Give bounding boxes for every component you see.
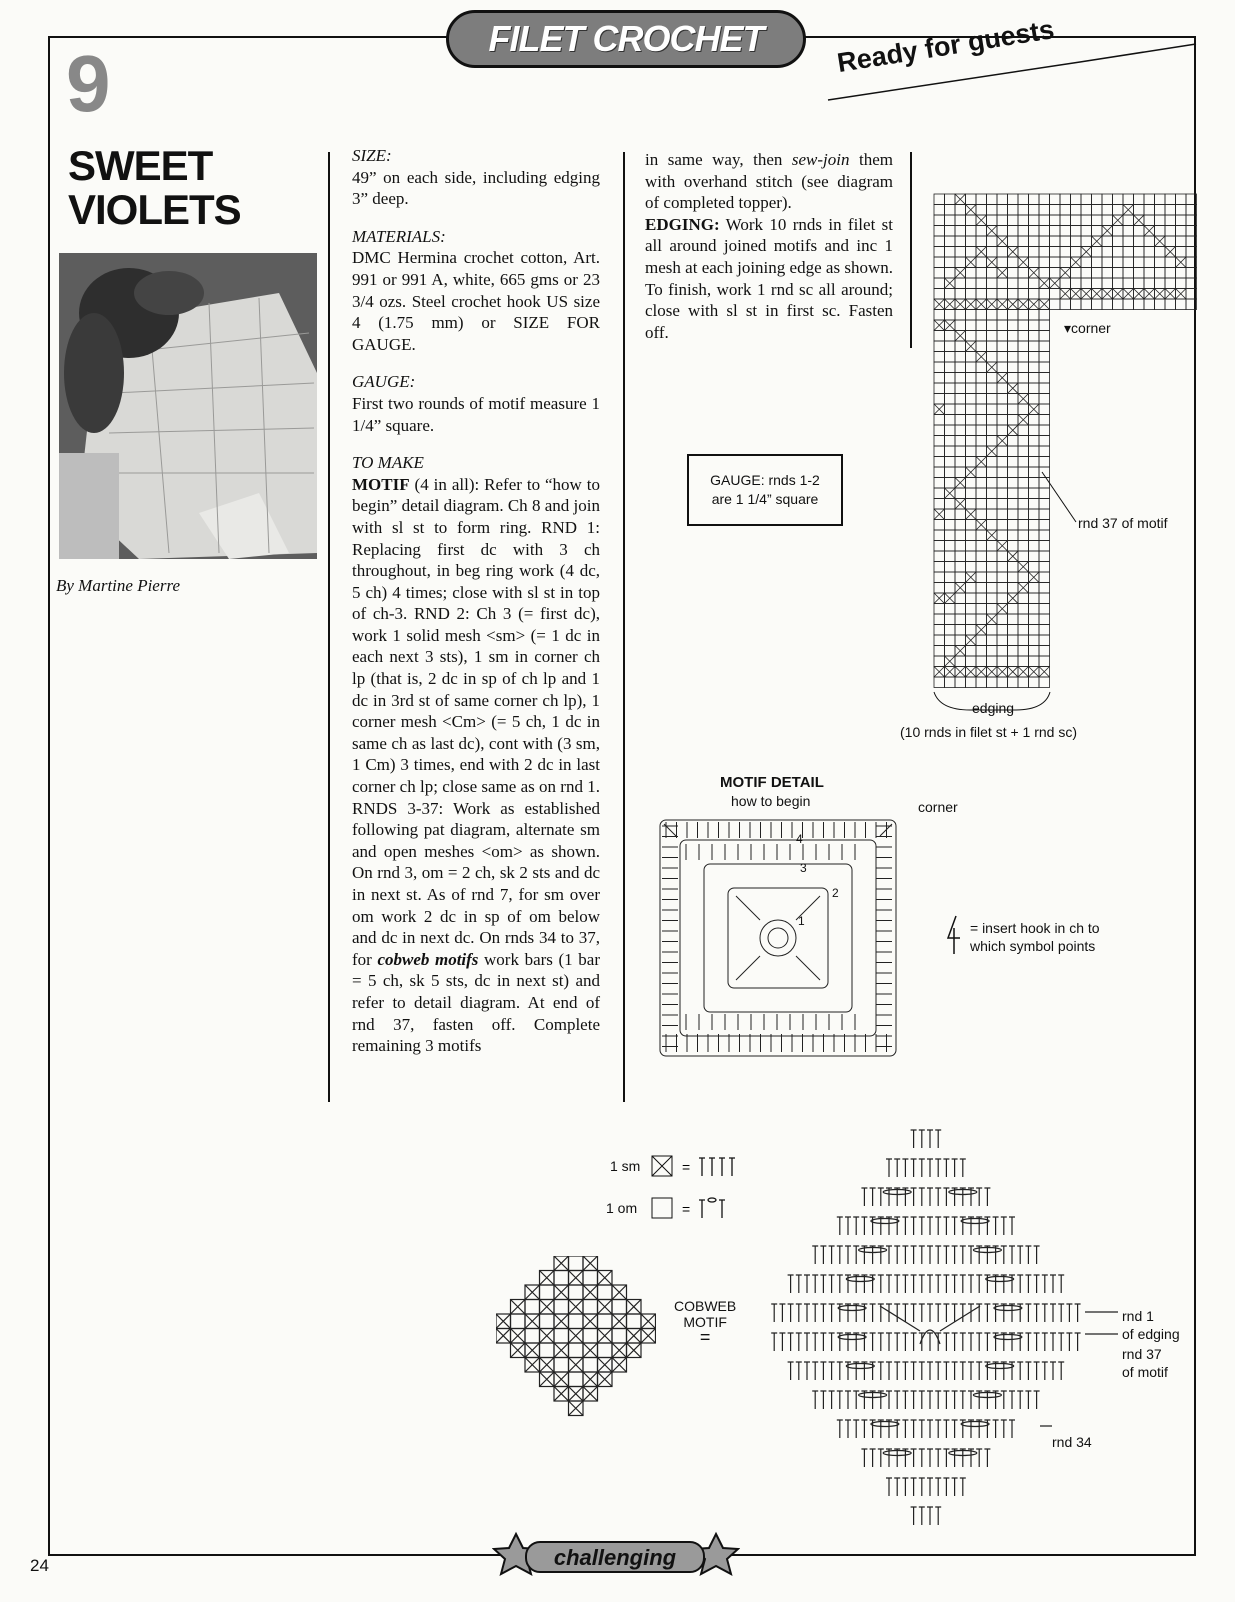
motif-label: MOTIF — [352, 474, 410, 494]
symbol-note-1: = insert hook in ch to — [970, 920, 1100, 936]
edging-label: EDGING: — [645, 214, 720, 234]
symbol-note-2: which symbol points — [970, 938, 1096, 954]
section-header — [446, 10, 806, 68]
title-line-2: VIOLETS — [68, 186, 241, 233]
cobweb-term: cobweb motifs — [377, 949, 479, 969]
edging-text: Work 10 rnds in filet st all around joined motifs and inc 1 mesh at each joining edge as shown. To finish, work 1 rnd sc all around; close with sl st in first sc. Fasten off. — [645, 214, 893, 342]
rnd37-label: rnd 37 of motif — [1078, 515, 1168, 531]
instructions-column-2 — [645, 149, 893, 343]
cobweb-of-edging: of edging — [1122, 1326, 1180, 1342]
tagline-underline — [820, 38, 1200, 108]
column-rule-3 — [910, 152, 912, 348]
svg-text:=: = — [682, 1201, 691, 1217]
section-title: FILET CROCHET — [488, 18, 764, 59]
gauge-box-line-2: are 1 1/4” square — [711, 491, 819, 507]
insert-hook-symbol — [944, 914, 964, 956]
materials-heading: MATERIALS: — [352, 226, 446, 246]
motif-text: (4 in all): Refer to “how to begin” detail diagram. Ch 8 and join with sl st to form ring. RND 1: Replacing first dc with 3 ch throughout, in beg ring work (4 dc, 5 ch) 4 times; close with sl st in top of ch-3. RND 2: Ch 3 (= first dc), work 1 solid mesh <sm> (= 1 dc in each next 3 sts), 1 sm in corner ch lp (that is, 2 dc in sp of ch lp and 1 dc in 3rd st of same corner ch lp), 1 corner mesh <Cm> (= 5 ch, 1 dc in same ch as last dc), cont with (3 sm, 1 Cm) 3 times, end with 2 dc in last corner ch lp; close same as on rnd 1. RNDS 3-37: Work as established following pat diagram, alternate sm and open meshes <om> as shown. On rnd 3, om = 2 ch, sk 2 sts and dc in next st. As of rnd 7, for sm over om work 2 dc in sp of om below and dc in next dc. On rnds 34 to 37, for — [352, 474, 600, 969]
tagline: Ready for guests — [835, 14, 1057, 79]
cobweb-rnd34: rnd 34 — [1052, 1434, 1092, 1450]
pattern-number: 9 — [66, 39, 111, 128]
gauge-box-line-1: GAUGE: rnds 1-2 — [710, 472, 820, 488]
instructions-column-1 — [352, 145, 600, 1057]
size-text: 49” on each side, including edging 3” deep. — [352, 167, 600, 209]
motif-instructions — [352, 474, 600, 1057]
rnd-number-1: 1 — [798, 914, 805, 928]
edging-instructions — [645, 214, 893, 344]
join-text-a: in same way, then — [645, 150, 792, 169]
rnd-number-3: 3 — [800, 861, 807, 875]
sew-join-term: sew-join — [791, 150, 850, 169]
svg-text:=: = — [682, 1159, 691, 1175]
designer-credit: By Martine Pierre — [56, 576, 180, 595]
gauge-heading: GAUGE: — [352, 372, 416, 392]
column-rule-2 — [623, 152, 625, 1102]
motif-detail-subtitle: how to begin — [731, 793, 811, 809]
size-heading: SIZE: — [352, 146, 392, 165]
to-make-heading: TO MAKE — [352, 453, 424, 473]
join-instructions — [645, 149, 893, 214]
motif-detail-corner: corner — [918, 799, 958, 815]
cobweb-rnd1: rnd 1 — [1122, 1308, 1154, 1324]
edging-label: edging — [972, 700, 1015, 716]
motif-detail-title: MOTIF DETAIL — [720, 774, 824, 791]
gauge-text: First two rounds of motif measure 1 1/4” square. — [352, 393, 600, 435]
rnd-number-4: 4 — [796, 832, 803, 846]
page-title — [68, 144, 241, 232]
gauge-box — [687, 454, 843, 526]
legend-sm-label: 1 sm — [610, 1158, 641, 1174]
materials-text: DMC Hermina crochet cotton, Art. 991 or 991 A, white, 665 gms or 23 3/4 ozs. Steel crochet hook US size 4 (1.75 mm) or SIZE FOR GAUGE. — [352, 248, 600, 354]
corner-label: ▾corner — [1064, 320, 1111, 336]
difficulty-badge — [492, 1530, 740, 1582]
filet-chart — [930, 190, 1210, 710]
join-text-b: them with overhand stitch (see diagram of completed topper). — [645, 150, 893, 213]
legend-om-symbol — [650, 1196, 750, 1220]
title-line-1: SWEET — [68, 142, 213, 189]
photo-illustration — [59, 253, 317, 559]
legend-om-label: 1 om — [606, 1200, 638, 1216]
page-number: 24 — [30, 1556, 49, 1575]
cobweb-of-motif: of motif — [1122, 1364, 1168, 1380]
tablecloth-photo — [59, 253, 317, 559]
legend-sm-symbol — [650, 1154, 750, 1178]
rnd-number-2: 2 — [832, 886, 839, 900]
cobweb-stitch-diagram — [740, 1126, 1120, 1538]
edging-note: (10 rnds in filet st + 1 rnd sc) — [900, 724, 1078, 740]
cobweb-label: COBWEB MOTIF = — [674, 1298, 737, 1347]
difficulty-text: challenging — [553, 1545, 677, 1570]
cobweb-label-2: MOTIF — [683, 1314, 727, 1330]
rnd37-leader — [1040, 470, 1080, 530]
motif-text-end: work bars (1 bar = 5 ch, sk 5 sts, dc in next st) and refer to detail diagram. At end of rnd 37, fasten off. Complete remaining 3 motifs — [352, 949, 600, 1056]
motif-detail-diagram — [656, 816, 906, 1066]
cobweb-mesh-diagram — [496, 1256, 656, 1418]
column-rule-1 — [328, 152, 330, 1102]
cobweb-rnd37: rnd 37 — [1122, 1346, 1162, 1362]
cobweb-label-1: COBWEB — [674, 1298, 737, 1314]
